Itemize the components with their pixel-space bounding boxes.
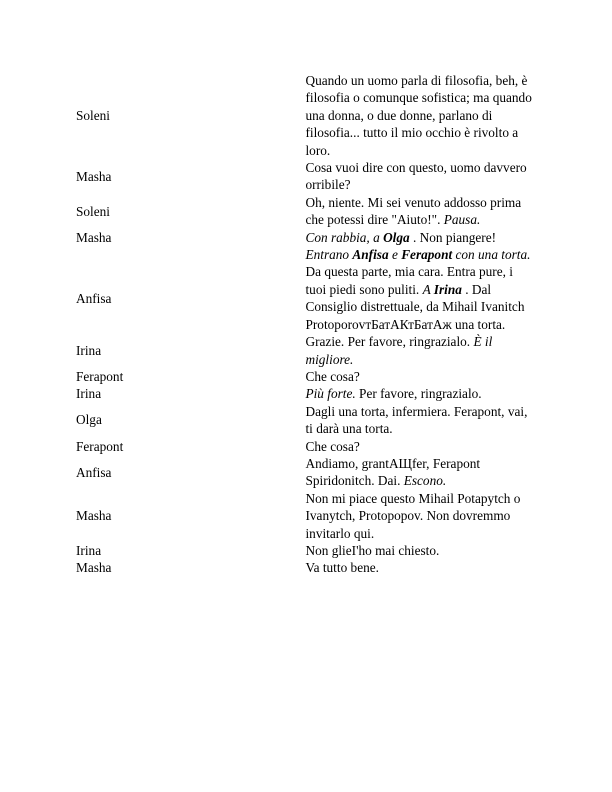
speaker-name: Irina: [76, 386, 102, 402]
spoken-line: Che cosa?: [305, 438, 360, 454]
dialogue-text: [305, 455, 536, 490]
speaker-name: Masha: [76, 560, 112, 576]
spoken-line: Non mi piace questo Mihail Potapytch o Ivanytch, Protopopov. Non dovremmo invitarlo qui.: [305, 490, 521, 541]
stage-direction: Più forte.: [305, 386, 356, 402]
character-name: Irina: [433, 281, 462, 297]
stage-direction: Escono.: [403, 473, 447, 489]
character-name: Olga: [383, 229, 410, 245]
spoken-line: Quando un uomo parla di filosofia, beh, è filosofia o comunque sofistica; ma quando una donna, o due donne, parlano di filosofia... tutto il mio occhio è rivolto a loro.: [305, 73, 532, 158]
stage-direction: e: [388, 247, 402, 263]
spoken-line: Cosa vuoi dire con questo, uomo davvero orribile?: [305, 160, 527, 193]
speaker-name: Ferapont: [76, 368, 124, 384]
dialogue-text: [305, 559, 536, 576]
spoken-line: Oh, niente. Mi sei venuto addosso prima che potessi dire "Aiuto!".: [305, 194, 522, 228]
dialogue-text: [305, 368, 536, 385]
dialogue-row: [76, 263, 536, 333]
speaker-name: Masha: [76, 229, 112, 245]
stage-direction: Entrano: [305, 247, 353, 263]
spoken-line: . Non piangere!: [409, 229, 497, 245]
spoken-line: Va tutto bene.: [305, 560, 379, 576]
dialogue-text: [305, 194, 536, 229]
speaker-name: Irina: [76, 542, 102, 558]
dialogue-text: [305, 490, 536, 542]
stage-direction: con una torta.: [452, 247, 531, 263]
dialogue-text: [305, 263, 536, 333]
dialogue-row: [76, 194, 536, 229]
speaker-name: Ferapont: [76, 438, 124, 454]
dialogue-text: [305, 333, 536, 368]
dialogue-text: [305, 229, 536, 246]
script-body: [76, 72, 536, 577]
stage-direction: A: [422, 281, 434, 297]
spoken-line: Da questa parte, mia cara. Entra pure, i tuoi piedi sono puliti.: [305, 264, 513, 297]
dialogue-text: [305, 246, 536, 263]
speaker-name: Anfisa: [76, 290, 112, 306]
dialogue-row: [76, 72, 536, 159]
dialogue-row: [76, 229, 536, 246]
dialogue-row: [76, 159, 536, 194]
dialogue-row: [76, 403, 536, 438]
dialogue-row: [76, 385, 536, 402]
speaker-name: Masha: [76, 168, 112, 184]
character-name: Ferapont: [401, 247, 453, 263]
speaker-name: Anfisa: [76, 464, 112, 480]
stage-direction: Pausa.: [443, 212, 481, 228]
dialogue-text: [305, 403, 536, 438]
dialogue-row: [76, 455, 536, 490]
dialogue-text: [305, 438, 536, 455]
speaker-name: Soleni: [76, 107, 110, 123]
speaker-name: Olga: [76, 412, 102, 428]
speaker-name: Irina: [76, 342, 102, 358]
spoken-line: Che cosa?: [305, 368, 360, 384]
dialogue-text: [305, 385, 536, 402]
stage-direction: Con rabbia, a: [305, 229, 384, 245]
dialogue-row: [76, 368, 536, 385]
speaker-name: [76, 246, 305, 263]
dialogue-text: [305, 72, 536, 159]
dialogue-row: [76, 246, 536, 263]
spoken-line: Andiamo, grantАЩfer, Ferapont Spiridonitch. Dai.: [305, 455, 481, 489]
dialogue-row: [76, 490, 536, 542]
spoken-line: Non glieI'ho mai chiesto.: [305, 542, 440, 558]
spoken-line: Dagli una torta, infermiera. Ferapont, vai, ti darà una torta.: [305, 403, 528, 437]
dialogue-text: [305, 159, 536, 194]
spoken-line: Grazie. Per favore, ringrazialo.: [305, 334, 474, 350]
speaker-name: Soleni: [76, 203, 110, 219]
speaker-name: Masha: [76, 508, 112, 524]
spoken-line: Per favore, ringrazialo.: [355, 386, 482, 402]
stage-direction: È il migliore.: [305, 334, 493, 367]
dialogue-row: [76, 542, 536, 559]
script-table: [76, 72, 536, 577]
character-name: Anfisa: [352, 247, 389, 263]
dialogue-text: [305, 542, 536, 559]
spoken-line: . Dal Consiglio distrettuale, da Mihail Ivanitch ProtoporovтБатАКтБатАж una torta.: [305, 281, 525, 332]
dialogue-row: [76, 559, 536, 576]
dialogue-row: [76, 438, 536, 455]
dialogue-row: [76, 333, 536, 368]
